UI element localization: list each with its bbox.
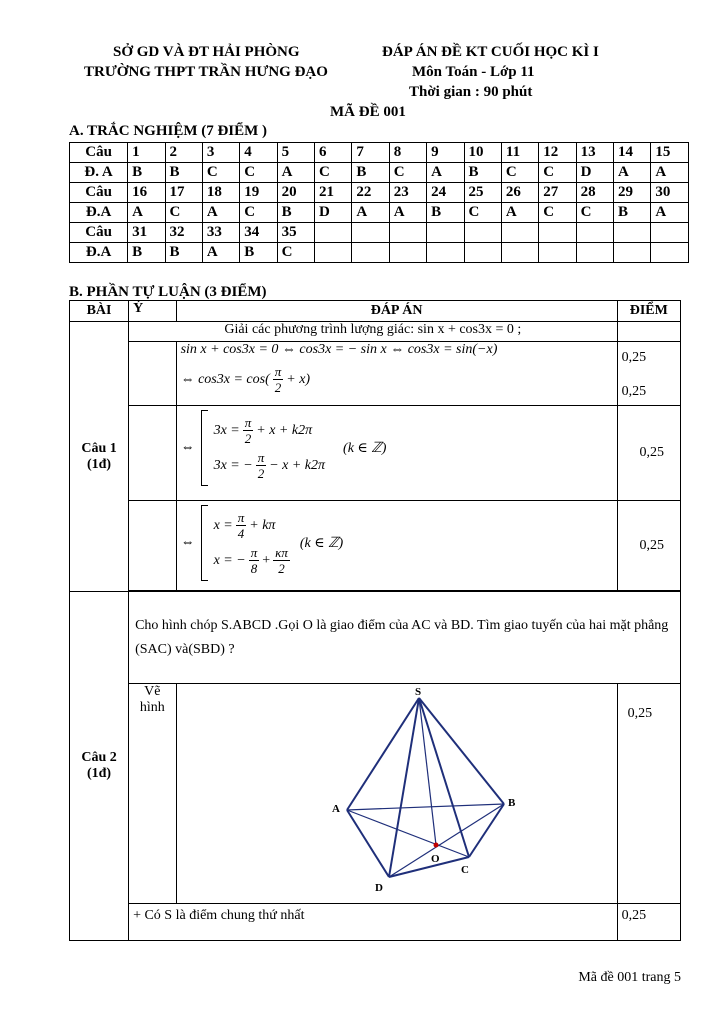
mc-cell: 14 bbox=[614, 143, 651, 163]
mc-cell: 25 bbox=[464, 183, 501, 203]
mc-cell bbox=[389, 223, 426, 243]
edge-ad bbox=[347, 810, 389, 877]
mc-cell bbox=[427, 223, 464, 243]
cau1-system2: ⇔ x = $\frac{\pi}{4}$ + kπ x = − $\frac{\pi}{8}$ + $\frac{\kappa\pi}{2}$ (k ∈ ℤ) bbox=[176, 501, 617, 591]
edge-ab bbox=[347, 804, 504, 810]
mc-row bbox=[70, 183, 689, 203]
mc-cell bbox=[464, 223, 501, 243]
line-so bbox=[419, 698, 436, 845]
label-b: B bbox=[507, 797, 515, 809]
mc-cell: 27 bbox=[539, 183, 576, 203]
section-b-title: B. PHẦN TỰ LUẬN (3 ĐIỂM) bbox=[69, 284, 267, 300]
mc-cell: 7 bbox=[352, 143, 389, 163]
mc-row-label: Đ. A bbox=[70, 163, 128, 183]
mc-cell bbox=[464, 243, 501, 263]
exam-code: MÃ ĐỀ 001 bbox=[330, 104, 406, 120]
last-line-score: 0,25 bbox=[617, 904, 680, 941]
mc-cell: C bbox=[539, 203, 576, 223]
mc-cell bbox=[501, 243, 538, 263]
mc-cell: B bbox=[165, 163, 202, 183]
subject: Môn Toán - Lớp 11 bbox=[412, 64, 535, 80]
mc-cell: A bbox=[501, 203, 538, 223]
mc-cell: 3 bbox=[202, 143, 239, 163]
mc-cell bbox=[501, 223, 538, 243]
cau1-system2-score: 0,25 bbox=[617, 501, 680, 591]
mc-cell: D bbox=[315, 203, 352, 223]
mc-cell: A bbox=[202, 203, 239, 223]
mc-cell: 15 bbox=[651, 143, 689, 163]
mc-cell: C bbox=[165, 203, 202, 223]
diag-ac bbox=[347, 810, 469, 857]
col-diem: ĐIỂM bbox=[617, 301, 680, 322]
mc-cell: C bbox=[464, 203, 501, 223]
cau1-system1-score: 0,25 bbox=[617, 406, 680, 501]
mc-cell: A bbox=[651, 203, 689, 223]
mc-row bbox=[70, 163, 689, 183]
mc-cell: C bbox=[501, 163, 538, 183]
mc-cell: 17 bbox=[165, 183, 202, 203]
cau1-system1: ⇔ 3x = $\frac{\pi}{2}$ + x + k2π 3x = − $\frac{\pi}{2}$ − x + k2π (k ∈ ℤ) bbox=[176, 406, 617, 501]
mc-cell bbox=[576, 223, 613, 243]
mc-cell: C bbox=[539, 163, 576, 183]
mc-cell: 28 bbox=[576, 183, 613, 203]
mc-cell: B bbox=[614, 203, 651, 223]
mc-cell bbox=[315, 223, 352, 243]
mc-row bbox=[70, 203, 689, 223]
duration: Thời gian : 90 phút bbox=[409, 84, 533, 100]
mc-cell bbox=[651, 243, 689, 263]
mc-cell: 19 bbox=[240, 183, 277, 203]
mc-cell: 29 bbox=[614, 183, 651, 203]
mc-cell: B bbox=[352, 163, 389, 183]
mc-cell: 24 bbox=[427, 183, 464, 203]
edge-cb bbox=[469, 804, 504, 857]
mc-cell: 21 bbox=[315, 183, 352, 203]
mc-cell: 9 bbox=[427, 143, 464, 163]
mc-cell: C bbox=[389, 163, 426, 183]
edge-sd bbox=[389, 698, 419, 877]
mc-cell: C bbox=[576, 203, 613, 223]
label-c: C bbox=[460, 864, 469, 876]
mc-cell: B bbox=[277, 203, 314, 223]
label-o: O bbox=[430, 853, 440, 865]
mc-row-label: Đ.A bbox=[70, 243, 128, 263]
mc-row bbox=[70, 243, 689, 263]
mc-cell: 33 bbox=[202, 223, 239, 243]
mc-cell bbox=[614, 243, 651, 263]
mc-row-label: Câu bbox=[70, 223, 128, 243]
mc-cell: B bbox=[128, 243, 165, 263]
mc-cell: C bbox=[277, 243, 314, 263]
col-bai: BÀI bbox=[70, 301, 129, 322]
edge-sb bbox=[419, 698, 504, 804]
mc-cell: D bbox=[576, 163, 613, 183]
mc-cell: 26 bbox=[501, 183, 538, 203]
mc-cell: 5 bbox=[277, 143, 314, 163]
pyramid-diagram bbox=[177, 684, 617, 898]
school-name: TRƯỜNG THPT TRẦN HƯNG ĐẠO bbox=[84, 64, 328, 80]
mc-cell bbox=[576, 243, 613, 263]
label-d: D bbox=[374, 882, 383, 894]
mc-cell: 2 bbox=[165, 143, 202, 163]
cau2-prompt: Cho hình chóp S.ABCD .Gọi O là giao điểm của AC và BD. Tìm giao tuyến của hai mặt phẳng (SAC) và(SBD) ? bbox=[129, 592, 681, 684]
mc-cell: C bbox=[202, 163, 239, 183]
essay-header-row bbox=[70, 301, 681, 322]
figure-score: 0,25 bbox=[617, 684, 680, 904]
exam-title: ĐÁP ÁN ĐỀ KT CUỐI HỌC KÌ I bbox=[382, 44, 599, 60]
mc-cell: 22 bbox=[352, 183, 389, 203]
mc-cell: C bbox=[315, 163, 352, 183]
label-s: S bbox=[414, 686, 421, 698]
mc-cell: 30 bbox=[651, 183, 689, 203]
edge-dc bbox=[389, 857, 469, 877]
mc-cell: 8 bbox=[389, 143, 426, 163]
mc-cell: 12 bbox=[539, 143, 576, 163]
school-dept: SỞ GD VÀ ĐT HẢI PHÒNG bbox=[113, 44, 300, 60]
mc-cell: B bbox=[128, 163, 165, 183]
mc-row-label: Câu bbox=[70, 143, 128, 163]
mc-cell: B bbox=[165, 243, 202, 263]
mc-cell: C bbox=[240, 203, 277, 223]
mc-cell: A bbox=[427, 163, 464, 183]
mc-cell: 20 bbox=[277, 183, 314, 203]
mc-cell: A bbox=[202, 243, 239, 263]
mc-row bbox=[70, 223, 689, 243]
diag-bd bbox=[389, 804, 504, 877]
mc-cell: B bbox=[240, 243, 277, 263]
mc-cell bbox=[352, 243, 389, 263]
mc-row-label: Câu bbox=[70, 183, 128, 203]
mc-cell: 16 bbox=[128, 183, 165, 203]
cau1-step1: sin x + cos3x = 0 ⇔ cos3x = − sin x ⇔ cos3x = sin(−x) ⇔ cos3x = cos( $\frac{\pi}{2}$ + x) bbox=[176, 342, 617, 406]
edge-sc bbox=[419, 698, 469, 857]
multiple-choice-table bbox=[69, 142, 689, 263]
section-a-title: A. TRẮC NGHIỆM (7 ĐIỂM ) bbox=[69, 123, 268, 139]
mc-cell: 32 bbox=[165, 223, 202, 243]
col-dapan: ĐÁP ÁN bbox=[176, 301, 617, 322]
mc-cell bbox=[614, 223, 651, 243]
mc-cell: 18 bbox=[202, 183, 239, 203]
mc-cell bbox=[539, 243, 576, 263]
mc-row-label: Đ.A bbox=[70, 203, 128, 223]
page-footer: Mã đề 001 trang 5 bbox=[578, 970, 681, 985]
mc-cell: B bbox=[464, 163, 501, 183]
mc-cell: A bbox=[389, 203, 426, 223]
mc-cell: 10 bbox=[464, 143, 501, 163]
mc-cell: 35 bbox=[277, 223, 314, 243]
mc-cell: 13 bbox=[576, 143, 613, 163]
point-o bbox=[433, 843, 438, 848]
mc-cell: B bbox=[427, 203, 464, 223]
mc-cell: 1 bbox=[128, 143, 165, 163]
mc-cell: C bbox=[240, 163, 277, 183]
mc-cell: A bbox=[277, 163, 314, 183]
col-y: Ý bbox=[129, 301, 177, 322]
mc-cell bbox=[651, 223, 689, 243]
ve-hinh-label: Vẽ hình bbox=[129, 684, 177, 904]
label-a: A bbox=[331, 803, 340, 815]
mc-cell: 23 bbox=[389, 183, 426, 203]
mc-cell bbox=[352, 223, 389, 243]
mc-cell: 31 bbox=[128, 223, 165, 243]
mc-cell: A bbox=[614, 163, 651, 183]
mc-cell bbox=[539, 223, 576, 243]
essay-table bbox=[69, 300, 681, 941]
cau1-prompt: Giải các phương trình lượng giác: sin x + cos3x = 0 ; bbox=[129, 322, 618, 342]
mc-cell bbox=[389, 243, 426, 263]
mc-cell: A bbox=[128, 203, 165, 223]
cau1-step1-score: 0,25 0,25 bbox=[617, 342, 680, 406]
cau1-label: Câu 1 (1đ) bbox=[70, 322, 129, 592]
mc-cell bbox=[427, 243, 464, 263]
mc-cell: A bbox=[651, 163, 689, 183]
mc-cell: A bbox=[352, 203, 389, 223]
mc-cell bbox=[315, 243, 352, 263]
mc-cell: 34 bbox=[240, 223, 277, 243]
cau2-label: Câu 2 (1đ) bbox=[70, 592, 129, 941]
pyramid-figure bbox=[176, 684, 617, 904]
mc-cell: 4 bbox=[240, 143, 277, 163]
mc-row bbox=[70, 143, 689, 163]
mc-cell: 11 bbox=[501, 143, 538, 163]
cau2-last-line: + Có S là điểm chung thứ nhất bbox=[129, 904, 618, 941]
edge-sa bbox=[347, 698, 419, 810]
mc-cell: 6 bbox=[315, 143, 352, 163]
